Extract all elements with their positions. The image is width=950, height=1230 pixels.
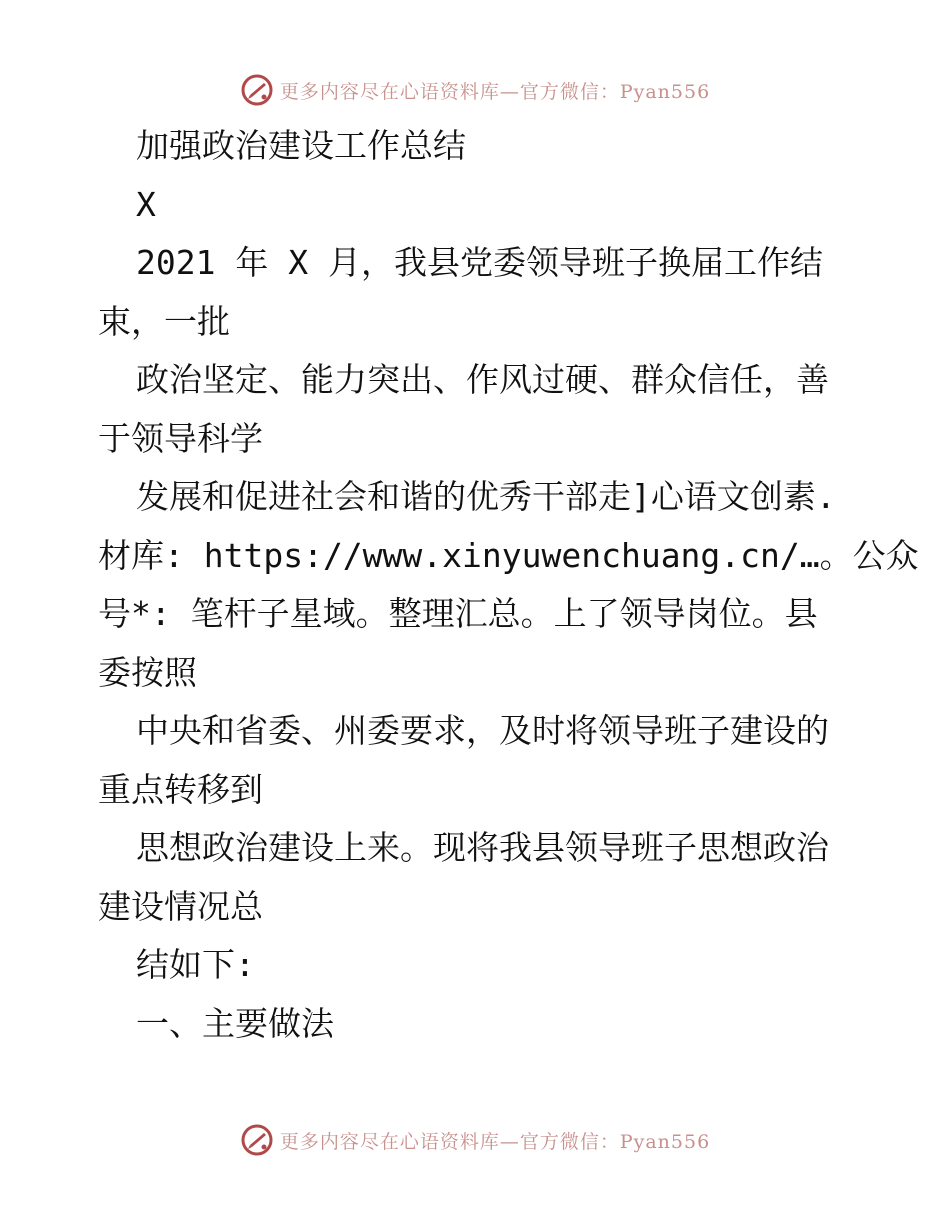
document-line: 号*: 笔杆子星域。整理汇总。上了领导岗位。县 [98, 594, 818, 633]
document-line: 建设情况总 [98, 886, 263, 926]
document-title: 加强政治建设工作总结 [136, 126, 466, 165]
document-line: 材库: https://www.xinyuwenchuang.cn/…。公众 [98, 535, 919, 575]
document-line: 政治坚定、能力突出、作风过硬、群众信任，善 [136, 360, 829, 399]
document-line: 重点转移到 [98, 769, 263, 809]
header-banner-content [240, 73, 710, 107]
red-seal-logo-icon [240, 73, 274, 107]
document-line: 结如下: [136, 945, 255, 984]
document-line: 束，一批 [98, 301, 230, 341]
document-line: 于领导科学 [98, 418, 263, 458]
document-line: 2021 年 X 月，我县党委领导班子换届工作结 [136, 243, 823, 282]
document-line: 中央和省委、州委要求，及时将领导班子建设的 [136, 711, 829, 750]
footer-banner [0, 1120, 950, 1160]
footer-banner-text: 更多内容尽在心语资料库—官方微信：Pyan556 [279, 1130, 711, 1153]
red-seal-logo-icon [240, 1123, 274, 1157]
header-banner [0, 70, 950, 110]
document-line: 思想政治建设上来。现将我县领导班子思想政治 [136, 828, 829, 867]
document-body [98, 117, 919, 1053]
section-heading: 一、主要做法 [136, 1003, 334, 1043]
header-banner-text: 更多内容尽在心语资料库—官方微信：Pyan556 [279, 80, 711, 103]
document-line: X [136, 184, 156, 224]
document-line: 发展和促进社会和谐的优秀干部走]心语文创素. [136, 477, 836, 516]
document-line: 委按照 [98, 652, 197, 692]
footer-banner-content [240, 1123, 710, 1157]
